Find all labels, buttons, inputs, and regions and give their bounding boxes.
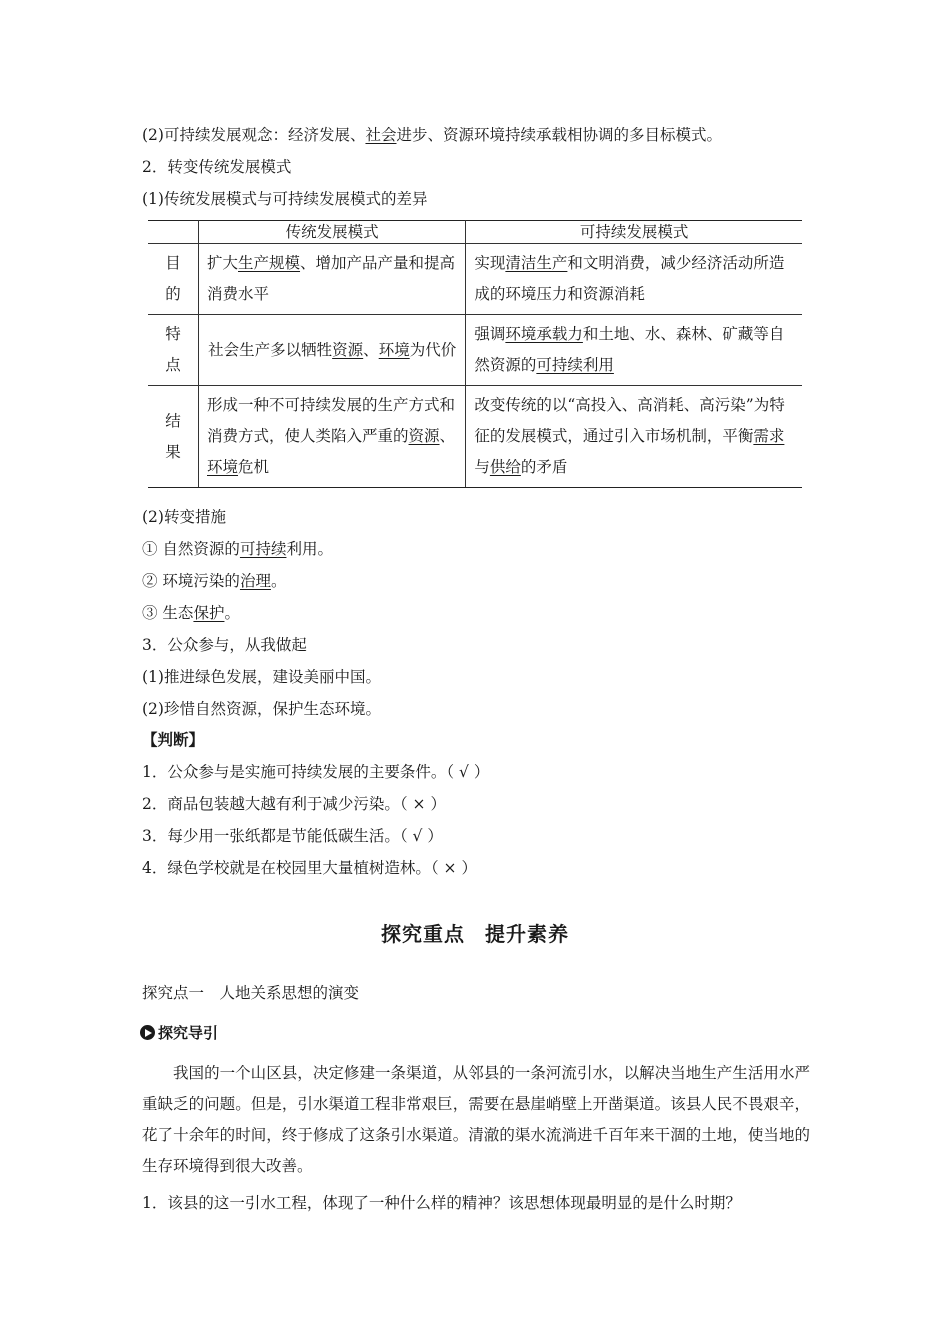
cell-sustainable: 改变传统的以“高投入、高消耗、高污染”为特征的发展模式，通过引入市场机制，平衡需求与供给的矛盾 <box>466 386 802 488</box>
cell-traditional: 扩大生产规模、增加产品产量和提高消费水平 <box>199 244 466 315</box>
measure-item: ① 自然资源的可持续利用。 <box>142 540 333 558</box>
play-icon <box>140 1025 155 1040</box>
row-label: 结 果 <box>148 386 199 488</box>
question-1: 1．该县的这一引水工程，体现了一种什么样的精神？该思想体现最明显的是什么时期？ <box>142 1194 741 1212</box>
table-row <box>148 386 802 488</box>
header-traditional: 传统发展模式 <box>199 221 466 244</box>
inquiry-point-title: 探究点一 人地关系思想的演变 <box>142 984 360 1002</box>
intro-line-concept: (2)可持续发展观念：经济发展、社会进步、资源环境持续承载相协调的多目标模式。 <box>142 126 722 144</box>
cell-sustainable: 强调环境承载力和土地、水、森林、矿藏等自然资源的可持续利用 <box>466 315 802 386</box>
section-heading: 探究重点 提升素养 <box>381 922 569 946</box>
cell-traditional: 社会生产多以牺牲资源、环境为代价 <box>199 315 466 386</box>
header-sustainable: 可持续发展模式 <box>466 221 802 244</box>
participation-item: (1)推进绿色发展，建设美丽中国。 <box>142 668 381 686</box>
measure-item: ② 环境污染的治理。 <box>142 572 287 590</box>
comparison-table <box>148 220 802 488</box>
judge-item: 3．每少用一张纸都是节能低碳生活。（ √ ） <box>142 827 443 845</box>
participation-item: (2)珍惜自然资源，保护生态环境。 <box>142 700 381 718</box>
judge-item: 4．绿色学校就是在校园里大量植树造林。（ × ） <box>142 859 477 877</box>
table-row <box>148 315 802 386</box>
measure-item: ③ 生态保护。 <box>142 604 240 622</box>
participation-title: 3．公众参与，从我做起 <box>142 636 307 654</box>
row-label: 目 的 <box>148 244 199 315</box>
section-title-transform: 2．转变传统发展模式 <box>142 158 292 176</box>
judge-item: 1．公众参与是实施可持续发展的主要条件。（ √ ） <box>142 763 490 781</box>
row-label: 特 点 <box>148 315 199 386</box>
cell-traditional: 形成一种不可持续发展的生产方式和消费方式，使人类陷入严重的资源、环境危机 <box>199 386 466 488</box>
cell-sustainable: 实现清洁生产和文明消费，减少经济活动所造成的环境压力和资源消耗 <box>466 244 802 315</box>
judge-item: 2．商品包装越大越有利于减少污染。（ × ） <box>142 795 446 813</box>
table-row <box>148 244 802 315</box>
table-header-row <box>148 221 802 244</box>
measures-title: (2)转变措施 <box>142 508 226 526</box>
case-paragraph: 我国的一个山区县，决定修建一条渠道，从邻县的一条河流引水，以解决当地生产生活用水严重缺乏的问题。但是，引水渠道工程非常艰巨，需要在悬崖峭壁上开凿渠道。该县人民不畏艰辛，花了十余年的时间，终于修成了这条引水渠道。清澈的渠水流淌进千百年来干涸的土地，使当地的生存环境得到很大改善。 <box>142 1064 810 1175</box>
subsection-title-difference: (1)传统发展模式与可持续发展模式的差异 <box>142 190 428 208</box>
judge-title: 【判断】 <box>142 731 205 749</box>
inquiry-guide-label: 探究导引 <box>140 1022 218 1043</box>
